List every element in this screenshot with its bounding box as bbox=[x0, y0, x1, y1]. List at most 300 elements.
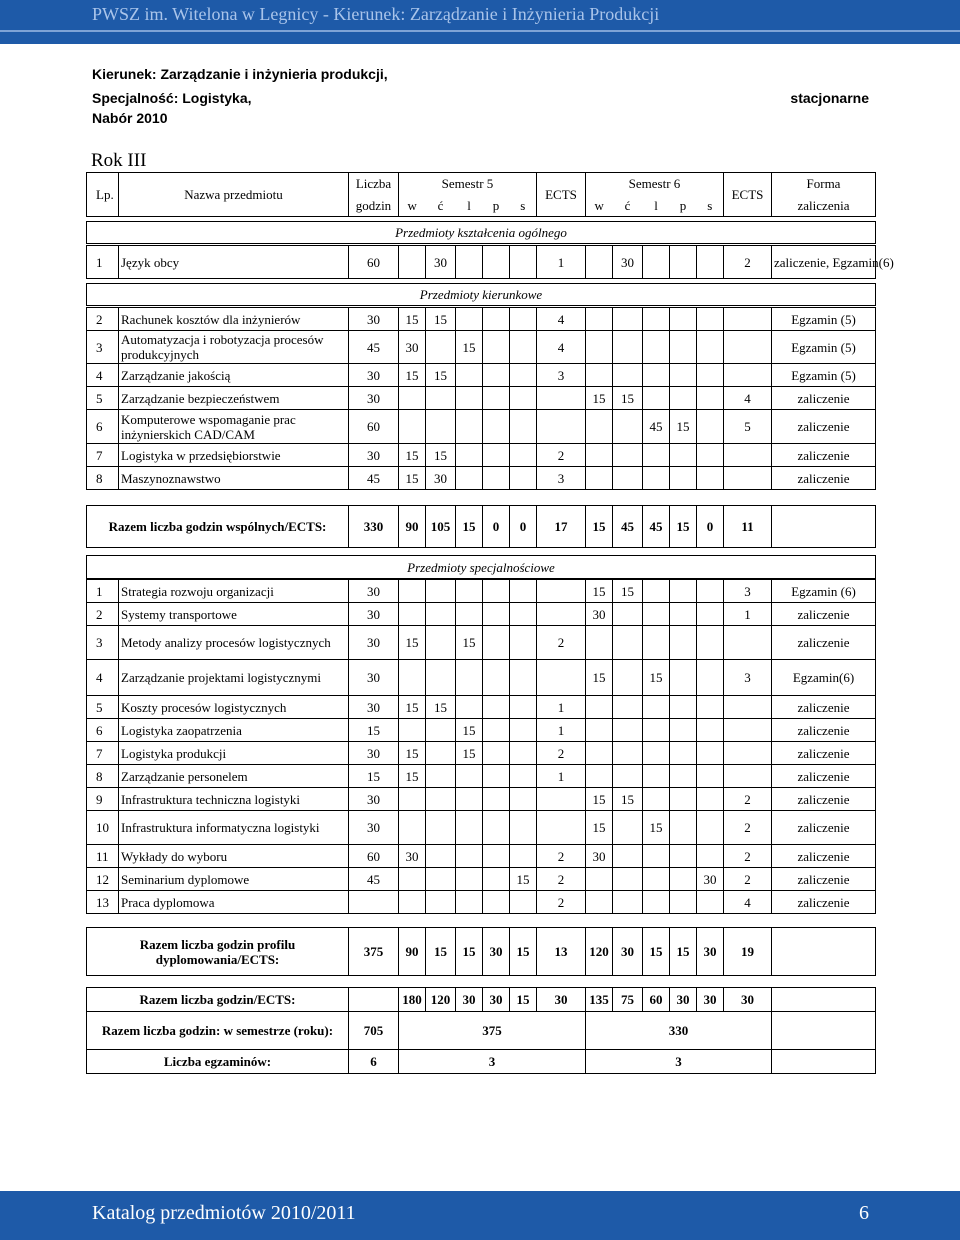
cell-w6 bbox=[586, 868, 613, 891]
hours-total: 30 bbox=[349, 626, 399, 660]
subject-name: Logistyka produkcji bbox=[119, 742, 349, 765]
cell-c5 bbox=[426, 742, 456, 765]
cell-w6 bbox=[586, 626, 613, 660]
cell-p5 bbox=[483, 444, 510, 467]
cell-p6 bbox=[670, 719, 697, 742]
cell-s6 bbox=[697, 410, 724, 444]
cell-e5: 2 bbox=[537, 845, 586, 868]
cell-c6 bbox=[613, 845, 643, 868]
exams-year: 6 bbox=[349, 1050, 399, 1074]
page-number: 6 bbox=[859, 1202, 869, 1224]
cell-l6: 15 bbox=[643, 660, 670, 696]
row-number: 3 bbox=[87, 626, 119, 660]
semester-total-label: Razem liczba godzin: w semestrze (roku): bbox=[87, 1012, 349, 1050]
header-intake: Nabór 2010 bbox=[92, 110, 168, 126]
cell-s5 bbox=[510, 788, 537, 811]
cell-e5 bbox=[537, 580, 586, 603]
cell-l5 bbox=[456, 788, 483, 811]
cell-e6: 2 bbox=[724, 845, 772, 868]
row-number: 9 bbox=[87, 788, 119, 811]
row-number: 6 bbox=[87, 719, 119, 742]
cell-p6 bbox=[670, 788, 697, 811]
cell-p6 bbox=[670, 387, 697, 410]
cell-p5 bbox=[483, 410, 510, 444]
cell-e5: 4 bbox=[537, 331, 586, 364]
table-row bbox=[87, 444, 876, 467]
common-total-row-value: 45 bbox=[613, 506, 643, 548]
hours-total: 30 bbox=[349, 696, 399, 719]
cell-s6 bbox=[697, 891, 724, 914]
assessment-form: Egzamin(6) bbox=[772, 660, 876, 696]
cell-c5 bbox=[426, 765, 456, 788]
cell-c6 bbox=[613, 811, 643, 845]
assessment-form: zaliczenie bbox=[772, 765, 876, 788]
table-row bbox=[87, 765, 876, 788]
profile-total-row-value: 30 bbox=[483, 928, 510, 976]
cell-p5 bbox=[483, 364, 510, 387]
cell-c5: 15 bbox=[426, 696, 456, 719]
cell-w6 bbox=[586, 331, 613, 364]
hours-total bbox=[349, 891, 399, 914]
assessment-form: zaliczenie bbox=[772, 811, 876, 845]
cell-c5 bbox=[426, 410, 456, 444]
cell-c5 bbox=[426, 331, 456, 364]
cell-e5 bbox=[537, 660, 586, 696]
common-total-row-value: 0 bbox=[483, 506, 510, 548]
cell-e5 bbox=[537, 387, 586, 410]
cell-e5: 2 bbox=[537, 868, 586, 891]
subject-name: Infrastruktura informatyczna logistyki bbox=[119, 811, 349, 845]
cell-w5 bbox=[399, 246, 426, 279]
cell-c5 bbox=[426, 845, 456, 868]
cell-p5 bbox=[483, 765, 510, 788]
hours-total: 30 bbox=[349, 580, 399, 603]
cell-w6 bbox=[586, 467, 613, 490]
cell-w5 bbox=[399, 868, 426, 891]
profile-total-row-value: 15 bbox=[643, 928, 670, 976]
hours-total: 30 bbox=[349, 660, 399, 696]
row-number: 6 bbox=[87, 410, 119, 444]
cell-s6 bbox=[697, 603, 724, 626]
cell-p6 bbox=[670, 811, 697, 845]
cell-p5 bbox=[483, 660, 510, 696]
cell-c5 bbox=[426, 603, 456, 626]
cell-c6 bbox=[613, 719, 643, 742]
cell-p5 bbox=[483, 788, 510, 811]
subject-name: Strategia rozwoju organizacji bbox=[119, 580, 349, 603]
table-row bbox=[87, 603, 876, 626]
subject-name: Automatyzacja i robotyzacja procesów produkcyjnych bbox=[119, 331, 349, 364]
subject-name: Praca dyplomowa bbox=[119, 891, 349, 914]
cell-w5 bbox=[399, 788, 426, 811]
spacer bbox=[87, 914, 876, 928]
cell-p6 bbox=[670, 246, 697, 279]
cell-e6: 3 bbox=[724, 660, 772, 696]
cell-w6 bbox=[586, 696, 613, 719]
cell-l5 bbox=[456, 696, 483, 719]
cell-l5 bbox=[456, 364, 483, 387]
cell-l6 bbox=[643, 444, 670, 467]
semester-total-year: 705 bbox=[349, 1012, 399, 1050]
sem5-p-header: p bbox=[483, 195, 510, 217]
ects5-header: ECTS bbox=[537, 173, 586, 217]
table-row bbox=[87, 660, 876, 696]
subject-name: Systemy transportowe bbox=[119, 603, 349, 626]
table-row bbox=[87, 696, 876, 719]
cell-l6 bbox=[643, 719, 670, 742]
form-header-2: zaliczenia bbox=[772, 195, 876, 217]
cell-e6 bbox=[724, 626, 772, 660]
cell-s5 bbox=[510, 742, 537, 765]
exams-s5: 3 bbox=[399, 1050, 586, 1074]
cell-e5: 3 bbox=[537, 467, 586, 490]
cell-w6 bbox=[586, 308, 613, 331]
hours-total: 30 bbox=[349, 742, 399, 765]
row-number: 3 bbox=[87, 331, 119, 364]
cell-c6 bbox=[613, 868, 643, 891]
profile-total-row-value: 30 bbox=[697, 928, 724, 976]
cell-e5: 1 bbox=[537, 765, 586, 788]
common-total-row-value: 45 bbox=[643, 506, 670, 548]
row-number: 13 bbox=[87, 891, 119, 914]
sem6-s-header: s bbox=[697, 195, 724, 217]
cell-e6 bbox=[724, 444, 772, 467]
cell-s6 bbox=[697, 696, 724, 719]
assessment-form: zaliczenie bbox=[772, 868, 876, 891]
subject-name: Zarządzanie projektami logistycznymi bbox=[119, 660, 349, 696]
cell-w5: 15 bbox=[399, 765, 426, 788]
cell-e6 bbox=[724, 765, 772, 788]
semester-total-blank bbox=[772, 1012, 876, 1050]
table-row bbox=[87, 811, 876, 845]
table-row bbox=[87, 626, 876, 660]
cell-c5: 15 bbox=[426, 364, 456, 387]
cell-e5 bbox=[537, 410, 586, 444]
cell-s6 bbox=[697, 626, 724, 660]
section-field bbox=[87, 284, 876, 306]
cell-s5 bbox=[510, 603, 537, 626]
subject-name: Logistyka zaopatrzenia bbox=[119, 719, 349, 742]
sem5-l-header: l bbox=[456, 195, 483, 217]
header-study-mode: stacjonarne bbox=[790, 90, 869, 106]
cell-w6 bbox=[586, 719, 613, 742]
cell-e5: 2 bbox=[537, 626, 586, 660]
section-special bbox=[87, 556, 876, 579]
cell-e6: 2 bbox=[724, 868, 772, 891]
assessment-form: zaliczenie bbox=[772, 891, 876, 914]
spacer bbox=[87, 548, 876, 556]
cell-s5 bbox=[510, 387, 537, 410]
cell-l5 bbox=[456, 410, 483, 444]
cell-c5: 15 bbox=[426, 444, 456, 467]
cell-w6: 15 bbox=[586, 788, 613, 811]
row-number: 5 bbox=[87, 696, 119, 719]
cell-l6 bbox=[643, 696, 670, 719]
subject-name: Zarządzanie bezpieczeństwem bbox=[119, 387, 349, 410]
cell-l5 bbox=[456, 891, 483, 914]
hours-total: 30 bbox=[349, 387, 399, 410]
cell-s5 bbox=[510, 444, 537, 467]
cell-c5 bbox=[426, 580, 456, 603]
cell-l6 bbox=[643, 845, 670, 868]
cell-l5: 15 bbox=[456, 331, 483, 364]
grand-total-row bbox=[87, 988, 876, 1012]
section-field-label: Przedmioty kierunkowe bbox=[87, 284, 876, 306]
cell-l5 bbox=[456, 868, 483, 891]
cell-e6: 4 bbox=[724, 387, 772, 410]
cell-s6 bbox=[697, 308, 724, 331]
cell-e5 bbox=[537, 811, 586, 845]
exams-row bbox=[87, 1050, 876, 1074]
profile-total-row-value: 13 bbox=[537, 928, 586, 976]
cell-w6: 15 bbox=[586, 387, 613, 410]
common-total-row-value: 90 bbox=[399, 506, 426, 548]
cell-l6 bbox=[643, 246, 670, 279]
common-total-row-value: 330 bbox=[349, 506, 399, 548]
row-number: 1 bbox=[87, 580, 119, 603]
cell-s5 bbox=[510, 891, 537, 914]
common-total-row-label: Razem liczba godzin wspólnych/ECTS: bbox=[87, 506, 349, 548]
cell-c6 bbox=[613, 308, 643, 331]
cell-s5 bbox=[510, 410, 537, 444]
cell-e6 bbox=[724, 719, 772, 742]
cell-s6 bbox=[697, 246, 724, 279]
cell-e5 bbox=[537, 788, 586, 811]
banner-title: PWSZ im. Witelona w Legnicy - Kierunek: Zarządzanie i Inżynieria Produkcji bbox=[92, 4, 660, 24]
common-total-row-value: 15 bbox=[456, 506, 483, 548]
cell-e6 bbox=[724, 696, 772, 719]
cell-l5 bbox=[456, 580, 483, 603]
cell-p5 bbox=[483, 696, 510, 719]
cell-l6 bbox=[643, 742, 670, 765]
row-number: 8 bbox=[87, 467, 119, 490]
cell-c5 bbox=[426, 868, 456, 891]
cell-l5 bbox=[456, 467, 483, 490]
form-header-1: Forma bbox=[772, 173, 876, 195]
cell-p6 bbox=[670, 845, 697, 868]
profile-total-row-value: 120 bbox=[586, 928, 613, 976]
exams-blank bbox=[772, 1050, 876, 1074]
cell-l5: 15 bbox=[456, 626, 483, 660]
cell-c6 bbox=[613, 660, 643, 696]
cell-l6 bbox=[643, 308, 670, 331]
spacer-row bbox=[87, 548, 876, 556]
row-number: 5 bbox=[87, 387, 119, 410]
cell-c5: 30 bbox=[426, 246, 456, 279]
sem6-w-header: w bbox=[586, 195, 613, 217]
assessment-form: Egzamin (6) bbox=[772, 580, 876, 603]
cell-l6 bbox=[643, 364, 670, 387]
profile-total-row-value: 15 bbox=[456, 928, 483, 976]
cell-w5: 15 bbox=[399, 467, 426, 490]
cell-s6 bbox=[697, 467, 724, 490]
table-row bbox=[87, 580, 876, 603]
table-row bbox=[87, 845, 876, 868]
cell-p5 bbox=[483, 603, 510, 626]
cell-s5 bbox=[510, 845, 537, 868]
cell-w5 bbox=[399, 719, 426, 742]
cell-l5 bbox=[456, 246, 483, 279]
row-number: 2 bbox=[87, 308, 119, 331]
common-total-row-blank bbox=[772, 506, 876, 548]
cell-s6 bbox=[697, 387, 724, 410]
sem6-c-header: ć bbox=[613, 195, 643, 217]
cell-s5 bbox=[510, 660, 537, 696]
assessment-form: zaliczenie bbox=[772, 387, 876, 410]
cell-s5 bbox=[510, 467, 537, 490]
grand-total-row-label: Razem liczba godzin/ECTS: bbox=[87, 988, 349, 1012]
cell-w6 bbox=[586, 246, 613, 279]
cell-l5 bbox=[456, 603, 483, 626]
cell-s6 bbox=[697, 765, 724, 788]
cell-l6 bbox=[643, 467, 670, 490]
cell-p5 bbox=[483, 308, 510, 331]
cell-s5 bbox=[510, 626, 537, 660]
subject-name: Infrastruktura techniczna logistyki bbox=[119, 788, 349, 811]
cell-e5: 2 bbox=[537, 742, 586, 765]
grand-total-row-value: 135 bbox=[586, 988, 613, 1012]
cell-e5: 1 bbox=[537, 696, 586, 719]
hours-total: 30 bbox=[349, 603, 399, 626]
header-row-1 bbox=[87, 173, 876, 195]
cell-w5 bbox=[399, 660, 426, 696]
cell-w5 bbox=[399, 387, 426, 410]
grand-total-row-value: 30 bbox=[670, 988, 697, 1012]
cell-p5 bbox=[483, 246, 510, 279]
cell-w6 bbox=[586, 364, 613, 387]
cell-e6: 2 bbox=[724, 811, 772, 845]
grand-total-row-blank bbox=[349, 988, 399, 1012]
profile-total-row-value: 90 bbox=[399, 928, 426, 976]
cell-p5 bbox=[483, 811, 510, 845]
cell-w5 bbox=[399, 891, 426, 914]
cell-w5 bbox=[399, 410, 426, 444]
cell-c5 bbox=[426, 387, 456, 410]
table-row bbox=[87, 891, 876, 914]
assessment-form: zaliczenie bbox=[772, 742, 876, 765]
profile-total-row-value: 15 bbox=[670, 928, 697, 976]
table-row bbox=[87, 742, 876, 765]
semester-total-s6: 330 bbox=[586, 1012, 772, 1050]
cell-e6 bbox=[724, 331, 772, 364]
cell-l6 bbox=[643, 331, 670, 364]
cell-s5 bbox=[510, 308, 537, 331]
cell-e6: 4 bbox=[724, 891, 772, 914]
cell-l5: 15 bbox=[456, 719, 483, 742]
section-general bbox=[87, 222, 876, 244]
cell-w5 bbox=[399, 603, 426, 626]
common-total-row bbox=[87, 506, 876, 548]
cell-w5: 15 bbox=[399, 626, 426, 660]
cell-p5 bbox=[483, 719, 510, 742]
cell-s6 bbox=[697, 444, 724, 467]
cell-p6 bbox=[670, 765, 697, 788]
cell-c6 bbox=[613, 331, 643, 364]
cell-w5 bbox=[399, 580, 426, 603]
cell-l5 bbox=[456, 387, 483, 410]
cell-p5 bbox=[483, 331, 510, 364]
cell-c5: 30 bbox=[426, 467, 456, 490]
cell-w5 bbox=[399, 811, 426, 845]
cell-e6: 3 bbox=[724, 580, 772, 603]
cell-e5: 2 bbox=[537, 444, 586, 467]
cell-p6 bbox=[670, 891, 697, 914]
cell-l6 bbox=[643, 788, 670, 811]
assessment-form: Egzamin (5) bbox=[772, 308, 876, 331]
cell-p5 bbox=[483, 742, 510, 765]
cell-p6 bbox=[670, 444, 697, 467]
cell-w6 bbox=[586, 765, 613, 788]
hours-total: 45 bbox=[349, 331, 399, 364]
cell-w6 bbox=[586, 444, 613, 467]
row-number: 4 bbox=[87, 660, 119, 696]
cell-s5 bbox=[510, 765, 537, 788]
cell-p6 bbox=[670, 660, 697, 696]
cell-w6: 30 bbox=[586, 603, 613, 626]
subject-name: Maszynoznawstwo bbox=[119, 467, 349, 490]
cell-s5 bbox=[510, 580, 537, 603]
hours-total: 15 bbox=[349, 765, 399, 788]
assessment-form: zaliczenie bbox=[772, 696, 876, 719]
cell-e6: 2 bbox=[724, 788, 772, 811]
cell-c6 bbox=[613, 765, 643, 788]
assessment-form: zaliczenie bbox=[772, 603, 876, 626]
cell-l6 bbox=[643, 626, 670, 660]
cell-c6 bbox=[613, 603, 643, 626]
cell-p5 bbox=[483, 845, 510, 868]
banner-line bbox=[0, 30, 960, 32]
cell-p6 bbox=[670, 580, 697, 603]
spacer-row bbox=[87, 976, 876, 988]
hours-total: 60 bbox=[349, 410, 399, 444]
ects6-header: ECTS bbox=[724, 173, 772, 217]
cell-l5 bbox=[456, 308, 483, 331]
cell-c6 bbox=[613, 742, 643, 765]
exams-s6: 3 bbox=[586, 1050, 772, 1074]
cell-e6: 1 bbox=[724, 603, 772, 626]
curriculum-table bbox=[86, 172, 894, 1074]
cell-w6: 15 bbox=[586, 811, 613, 845]
assessment-form: zaliczenie bbox=[772, 719, 876, 742]
cell-w6: 15 bbox=[586, 580, 613, 603]
assessment-form: zaliczenie bbox=[772, 444, 876, 467]
subject-name: Zarządzanie personelem bbox=[119, 765, 349, 788]
table-row bbox=[87, 719, 876, 742]
cell-p5 bbox=[483, 868, 510, 891]
footer-catalog: Katalog przedmiotów 2010/2011 bbox=[92, 1202, 356, 1224]
subject-name: Koszty procesów logistycznych bbox=[119, 696, 349, 719]
hours-total: 30 bbox=[349, 811, 399, 845]
grand-total-row-value: 60 bbox=[643, 988, 670, 1012]
cell-c5 bbox=[426, 811, 456, 845]
cell-e5: 3 bbox=[537, 364, 586, 387]
cell-l5 bbox=[456, 765, 483, 788]
cell-p5 bbox=[483, 580, 510, 603]
cell-w5: 15 bbox=[399, 444, 426, 467]
cell-w5: 15 bbox=[399, 742, 426, 765]
semester-total-row bbox=[87, 1012, 876, 1050]
profile-total-row-value: 19 bbox=[724, 928, 772, 976]
cell-s5 bbox=[510, 719, 537, 742]
subject-name: Logistyka w przedsiębiorstwie bbox=[119, 444, 349, 467]
sem6-l-header: l bbox=[643, 195, 670, 217]
cell-e6: 2 bbox=[724, 246, 772, 279]
cell-l5 bbox=[456, 660, 483, 696]
assessment-form: Egzamin (5) bbox=[772, 364, 876, 387]
cell-p6 bbox=[670, 868, 697, 891]
section-general-label: Przedmioty kształcenia ogólnego bbox=[87, 222, 876, 244]
cell-l6: 45 bbox=[643, 410, 670, 444]
